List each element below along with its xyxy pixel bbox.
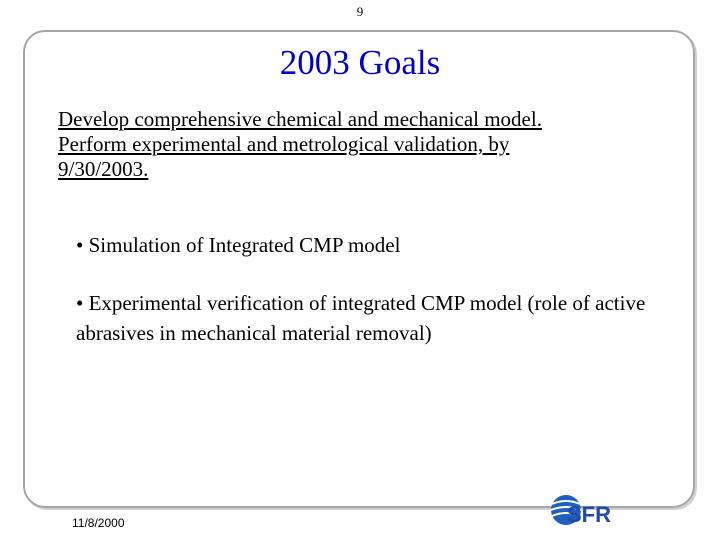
page-number: 9 bbox=[356, 4, 364, 19]
logo-text: SFR bbox=[567, 502, 611, 527]
goal-statement-line: Develop comprehensive chemical and mechanical model. bbox=[58, 107, 542, 131]
bullet-item: • Experimental verification of integrated CMP model (role of active abrasives in mechanical material removal) bbox=[76, 291, 646, 345]
slide-frame bbox=[23, 30, 695, 508]
goal-statement bbox=[58, 107, 658, 182]
slide-title: 2003 Goals bbox=[279, 43, 441, 82]
goal-statement-line: Perform experimental and metrological validation, by bbox=[58, 132, 510, 156]
goal-statement-line: 9/30/2003. bbox=[58, 157, 149, 181]
bullet-item: • Simulation of Integrated CMP model bbox=[76, 233, 401, 257]
sfr-logo bbox=[548, 490, 634, 530]
footer-date: 11/8/2000 bbox=[72, 516, 125, 530]
